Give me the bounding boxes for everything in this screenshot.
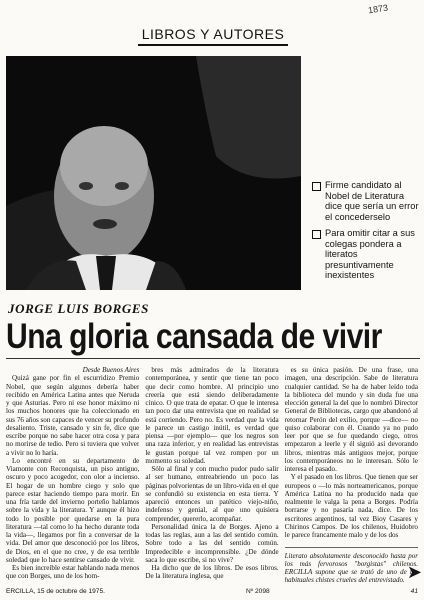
- square-bullet-icon: [312, 230, 321, 239]
- section-header: LIBROS Y AUTORES: [138, 26, 288, 46]
- highlight-text: Firme candidato al Nobel de Literatura dice que sería un error el concederselo: [325, 180, 419, 222]
- dateline: Desde Buenos Aires: [82, 366, 140, 374]
- highlight-item: [312, 228, 420, 281]
- issue-number: Nº 2098: [245, 588, 270, 595]
- paragraph: bres más admirados de la literatura contemporánea, y sentir que tiene tan poco que decir como hombre. Al principio uno creería que está siendo deliberadamente cínico. O que trata de epatar. O que le interesa tan poco dar una entrevista que en realidad se está corriendo. Pero no. Es verdad que la vida le parece un castigo inútil, es verdad que piensa —por ejemplo— que los negros son una raza inferior, y en realidad las entrevistas le gustan porque tal vez rompen por un momento su soledad.: [145, 366, 279, 465]
- paragraph: Y el pasado en los libros. Que tienen que ser europeos o —lo más norteamericanos, porque América Latina no ha producido nada que realmente le valga la pena a Borges. Podría borrarse y no pasaría nada, dice. De los escritores argentinos, tal vez Bioy Casares y Chirinos Campos. De los chilenos, Huidobro le parece francamente malo y de los dos: [284, 473, 418, 539]
- headline: Una gloria cansada de vivir: [6, 317, 382, 356]
- author-photo: [6, 56, 301, 290]
- article-column-1: [6, 366, 139, 584]
- continued-arrow-icon: ➤: [406, 562, 422, 583]
- highlight-text: Para omitir citar a sus colegas pondera a literatos presuntivamente inexistentes: [325, 228, 415, 280]
- byline: JORGE LUIS BORGES: [8, 301, 149, 316]
- publication-date: ERCILLA, 15 de octubre de 1975.: [6, 588, 105, 595]
- square-bullet-icon: [312, 182, 321, 191]
- page-footer: [6, 588, 418, 595]
- handwritten-annotation: 1873: [367, 2, 389, 16]
- article-column-2: [145, 366, 278, 584]
- divider: [6, 358, 420, 359]
- footnote: Literato absolutamente desconocido hasta por los más fervorosos "borgistas" chilenos. ERCILLA supone que se trató de uno de los habituales chistes crueles del entrevistado.: [285, 547, 418, 584]
- paragraph: Sólo al final y con mucho pudor pudo salir al ser humano, entreabriendo un poco las páginas polvorientas de un libro-vida en el que se confundió su existencia en esta tierra. Y apareció entonces un patético viejo-niño, indefenso y genial, al que uno quisiera comprender, quererlo, acompañar.: [145, 465, 279, 523]
- paragraph: Lo encontré en su departamento de Viamonte con Reconquista, un piso antiguo, oscuro y poco acogedor, con olor a incienso. El hogar de un hombre ciego y solo que parece estar haciendo tiempo para morir. En una fría tarde del invierno porteño hablamos sobre la vida y la literatura. Y aunque él hizo todo lo posible por quedarse en la pura literatura —tal como lo ha hecho durante toda la vida—, llegamos por fin a conversar de la vida. Del amor que desconoció por los libros, de Dios, en el que no cree, y de esa terrible soledad que lo hace sentirse cansado de vivir.: [6, 456, 140, 564]
- paragraph: Ha dicho que de los libros. De esos libros. De la literatura inglesa, que: [145, 564, 279, 581]
- paragraph: Es bien increíble estar hablando nada menos que con Borges, uno de los hom-: [6, 564, 140, 581]
- highlight-item: [312, 180, 420, 222]
- paragraph: Personalidad única la de Borges. Ajeno a todas las reglas, aun a las del sentido común. Sobre todo a las del sentido común. Impredecible e incomprensible. ¿De dónde saca lo que escribe, si no vive?: [145, 522, 279, 564]
- sidebar-highlights: [312, 180, 420, 287]
- paragraph: Quizá gane por fin el escurridizo Premio Nobel, que según algunos debería haber recibido en América Latina antes que Neruda y que Asturias. Pero ni ese honor máximo ni los muchos honores que ha coleccionado en sus 76 años son capaces de vencer su profundo desaliento. Triste, cansado y sin fe, dice que escribe porque no sabe hacer otra cosa y para no morirse de tedio. Pero si tuviera que volver a vivir no lo haría.: [6, 374, 140, 457]
- article-column-3: [285, 366, 418, 584]
- page-number: 41: [410, 588, 418, 595]
- article-body: [6, 366, 418, 584]
- paragraph: es su única pasión. De una frase, una imagen, una descripción. Sabe de literatura cualquier cantidad. Se ha de haber leído toda la biblioteca del mundo y sin duda fue una elección general la del que lo nombró Director General de Bibliotecas, cargo que abandonó al retornar Perón del exilio, porque —dice— no quiso colaborar con él. Cuando ya no pudo leer por que se fue quedando ciego, otros empezaron a leerle y él siguió así devorando libros, mientras más antiguos mejor, porque los contemporáneos no le interesan. Sólo le interesa el pasado.: [284, 366, 418, 473]
